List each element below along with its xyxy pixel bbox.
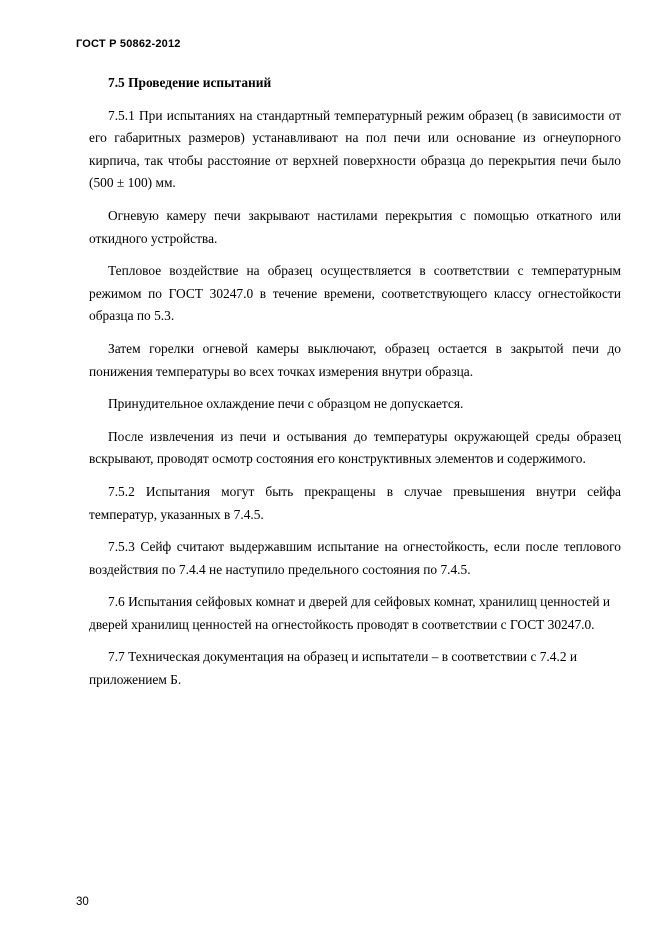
document-body [89, 72, 621, 702]
paragraph-thermal-exposure: Тепловое воздействие на образец осуществляется в соответствии с температурным режимом по ГОСТ 30247.0 в течение времени, соответствующего классу огнестойкости образца по 5.3. [89, 263, 621, 324]
paragraph-7-6: 7.6 Испытания сейфовых комнат и дверей для сейфовых комнат, хранилищ ценностей и дверей хранилищ ценностей на огнестойкость проводят в соответствии с ГОСТ 30247.0. [89, 594, 611, 632]
paragraph-7-5-1: 7.5.1 При испытаниях на стандартный температурный режим образец (в зависимости от его габаритных размеров) устанавливают на пол печи или основание из огнеупорного кирпича, так чтобы расстояние от верхней поверхности образца до перекрытия печи было (500 ± 100) мм. [89, 107, 621, 191]
paragraph-7-7: 7.7 Техническая документация на образец и испытатели – в соответствии с 7.4.2 и приложением Б. [89, 649, 578, 688]
document-code-header: ГОСТ Р 50862-2012 [76, 38, 181, 50]
paragraph-7-5-2: 7.5.2 Испытания могут быть прекращены в случае превышения внутри сейфа температур, указанных в 7.4.5. [89, 483, 621, 522]
paragraph-inspection: После извлечения из печи и остывания до температуры окружающей среды образец вскрывают, проводят осмотр состояния его конструктивных элементов и содержимого. [89, 428, 621, 467]
paragraph-7-5-3: 7.5.3 Сейф считают выдержавшим испытание на огнестойкость, если после теплового воздействия по 7.4.4 не наступило предельного состояния по 7.4.5. [89, 539, 621, 577]
paragraph-fire-chamber-closing: Огневую камеру печи закрывают настилами перекрытия с помощью откатного или откидного устройства. [89, 207, 621, 246]
paragraph-forced-cooling: Принудительное охлаждение печи с образцом не допускается. [108, 396, 464, 412]
page-number: 30 [76, 896, 89, 908]
section-title: 7.5 Проведение испытаний [108, 75, 272, 90]
paragraph-burners-off: Затем горелки огневой камеры выключают, образец остается в закрытой печи до понижения температуры во всех точках измерения внутри образца. [89, 340, 621, 379]
